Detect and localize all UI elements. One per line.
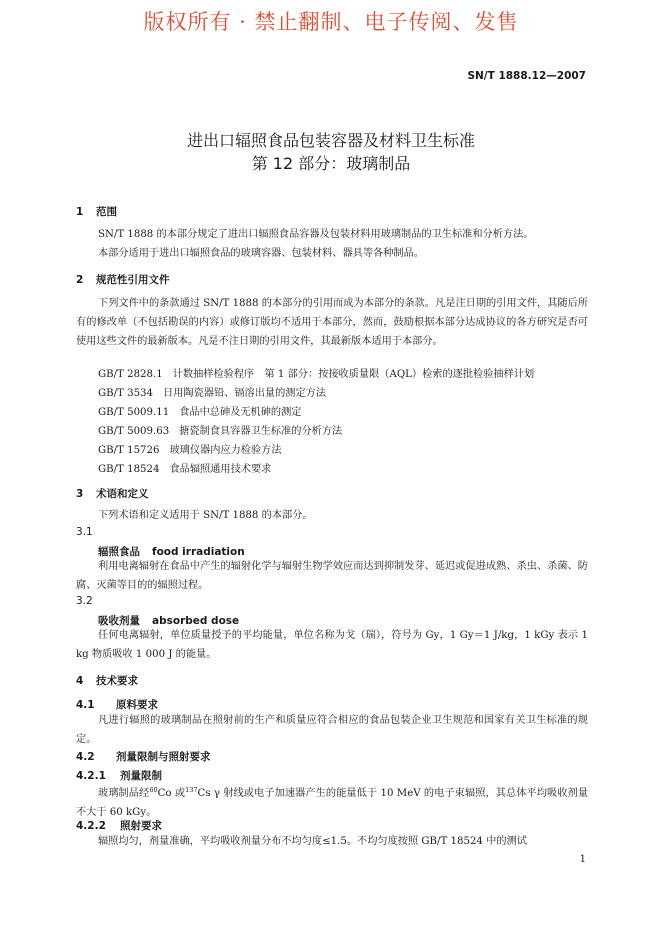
reference-code: GB/T 2828.1 bbox=[98, 369, 163, 380]
term-number: 3.1 bbox=[76, 526, 93, 538]
section-number: 2 bbox=[76, 274, 84, 286]
reference-code: GB/T 3534 bbox=[98, 388, 154, 399]
term-number: 3.2 bbox=[76, 595, 93, 607]
clause-number: 4.2.1 bbox=[76, 770, 106, 782]
clause-4-2-1-text bbox=[76, 781, 588, 822]
clause-4-2-2-heading bbox=[76, 818, 162, 833]
section-2-heading bbox=[76, 272, 170, 287]
reference-code: GB/T 5009.63 bbox=[98, 426, 170, 437]
term-definition: 任何电离辐射，单位质量授予的平均能量，单位名称为戈（瑞），符号为 Gy，1 Gy＝1 J/kg，1 kGy 表示 1 kg 物质吸收 1 000 J 的能量。 bbox=[76, 630, 588, 660]
reference-title: 计数抽样检验程序 第 1 部分：按接收质量限（AQL）检索的逐批检验抽样计划 bbox=[172, 369, 535, 380]
isotope-mass-number: 60 bbox=[149, 786, 158, 794]
clause-title: 照射要求 bbox=[120, 820, 162, 832]
clause-title: 剂量限制 bbox=[120, 770, 162, 782]
reference-code: GB/T 5009.11 bbox=[98, 407, 170, 418]
section-4-heading bbox=[76, 673, 138, 688]
section-1-paragraph-2: 本部分适用于进出口辐照食品的玻璃容器、包装材料、器具等各种制品。 bbox=[98, 248, 424, 259]
reference-item bbox=[98, 384, 326, 399]
reference-item bbox=[98, 441, 282, 456]
copyright-watermark: 版权所有 · 禁止翻制、电子传阅、发售 bbox=[143, 10, 519, 34]
term-english: food irradiation bbox=[152, 546, 245, 558]
reference-title: 食品辐照通用技术要求 bbox=[169, 464, 272, 475]
reference-code: GB/T 18524 bbox=[98, 464, 160, 475]
reference-title: 搪瓷制食具容器卫生标准的分析方法 bbox=[179, 426, 343, 437]
standard-number: SN/T 1888.12—2007 bbox=[467, 70, 586, 82]
term-chinese: 吸收剂量 bbox=[98, 615, 140, 627]
text-segment: Cs γ 射线或电子加速器产生的能量低于 10 MeV 的电子束辐照，其总体平均吸收剂量不大于 60 kGy。 bbox=[76, 788, 589, 818]
clause-number: 4.2 bbox=[76, 751, 95, 763]
clause-4-2-2-text: 辐照均匀，剂量准确，平均吸收剂量分布不均匀度≤1.5。不均匀度按照 GB/T 18524 中的测试 bbox=[98, 836, 527, 847]
reference-code: GB/T 15726 bbox=[98, 445, 160, 456]
section-number: 1 bbox=[76, 206, 84, 218]
section-1-heading bbox=[76, 204, 117, 219]
reference-item bbox=[98, 403, 301, 418]
reference-item bbox=[98, 365, 534, 380]
document-subtitle: 第 12 部分：玻璃制品 bbox=[251, 154, 411, 173]
term-definition: 利用电离辐射在食品中产生的辐射化学与辐射生物学效应而达到抑制发芽、延迟或促进成熟、杀虫、杀菌、防腐、灭菌等目的的辐照过程。 bbox=[76, 561, 588, 591]
section-title: 技术要求 bbox=[96, 675, 138, 687]
section-3-paragraph: 下列术语和定义适用于 SN/T 1888 的本部分。 bbox=[98, 510, 313, 521]
text-segment: Co 或 bbox=[157, 788, 186, 799]
section-title: 规范性引用文件 bbox=[96, 274, 170, 286]
reference-title: 食品中总砷及无机砷的测定 bbox=[179, 407, 302, 418]
reference-title: 日用陶瓷器铅、镉溶出量的测定方法 bbox=[163, 388, 327, 399]
clause-title: 剂量限制与照射要求 bbox=[116, 751, 211, 763]
term-english: absorbed dose bbox=[152, 615, 240, 627]
reference-item bbox=[98, 460, 271, 475]
term-chinese: 辐照食品 bbox=[98, 546, 140, 558]
section-2-paragraph: 下列文件中的条款通过 SN/T 1888 的本部分的引用而成为本部分的条款。凡是注日期的引用文件，其随后所有的修改单（不包括勘误的内容）或修订版均不适用于本部分，然而，鼓励根据本部分达成协议的各方研究是否可使用这些文件的最新版本。凡是不注日期的引用文件，其最新版本适用于本部分。 bbox=[76, 298, 588, 347]
reference-item bbox=[98, 422, 342, 437]
document-title: 进出口辐照食品包装容器及材料卫生标准 bbox=[186, 131, 475, 150]
reference-title: 玻璃仪器内应力检验方法 bbox=[169, 445, 282, 456]
clause-title: 原料要求 bbox=[116, 699, 158, 711]
section-1-paragraph-1: SN/T 1888 的本部分规定了进出口辐照食品容器及包装材料用玻璃制品的卫生标准和分析方法。 bbox=[98, 229, 534, 240]
page-number: 1 bbox=[579, 854, 586, 865]
section-title: 范围 bbox=[96, 206, 117, 218]
clause-number: 4.2.2 bbox=[76, 820, 106, 832]
text-lead: 玻璃制品经 bbox=[98, 788, 150, 799]
isotope-mass-number: 137 bbox=[185, 786, 198, 794]
clause-4-2-heading bbox=[76, 749, 211, 764]
section-3-heading bbox=[76, 486, 149, 501]
clause-4-1-text: 凡进行辐照的玻璃制品在照射前的生产和质量应符合相应的食品包装企业卫生规范和国家有关卫生标准的规定。 bbox=[76, 715, 588, 745]
section-number: 3 bbox=[76, 488, 84, 500]
section-number: 4 bbox=[76, 675, 84, 687]
clause-4-1-heading bbox=[76, 697, 158, 712]
clause-number: 4.1 bbox=[76, 699, 95, 711]
section-title: 术语和定义 bbox=[96, 488, 149, 500]
